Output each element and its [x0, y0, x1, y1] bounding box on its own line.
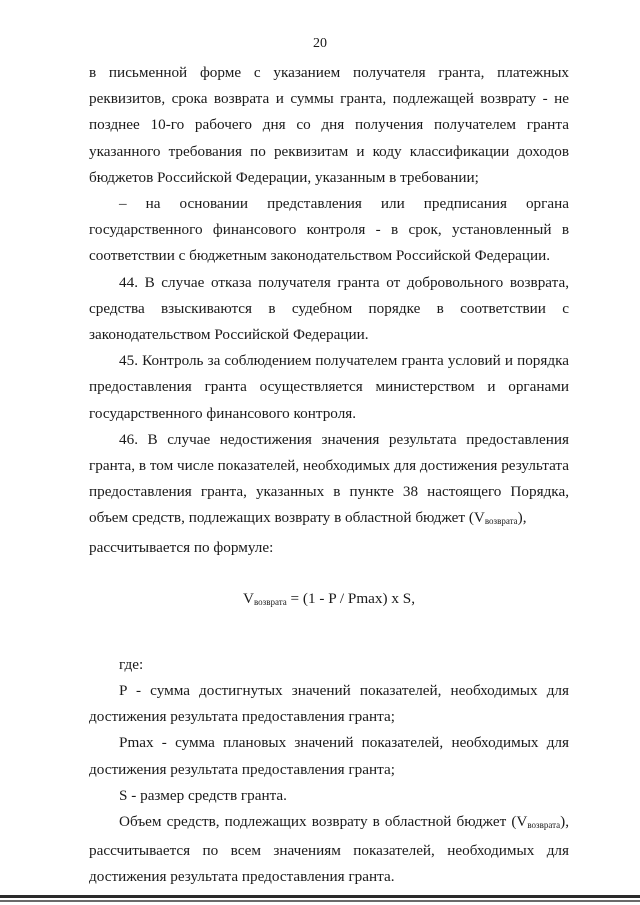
v-subscript: возврата: [484, 516, 518, 527]
paragraph-final-text: Объем средств, подлежащих возврату в областной бюджет (V: [119, 813, 528, 831]
paragraph-final-end: ), рассчитывается по всем значениям показателей, необходимых для достижения результата предоставления гранта.: [89, 813, 569, 886]
paragraph-return-terms: в письменной форме с указанием получателя гранта, платежных реквизитов, срока возврата и суммы гранта, подлежащей возврату - не позднее 10-го рабочего дня со дня получения получателем гранта указанного требования по реквизитам и коду классификации доходов бюджетов Российской Федерации, указанным в требовании;: [89, 64, 569, 186]
definition-p: P - сумма достигнутых значений показателей, необходимых для достижения результата предоставления гранта;: [89, 682, 569, 726]
definition-pmax: Pmax - сумма плановых значений показателей, необходимых для достижения результата предоставления гранта;: [89, 734, 569, 778]
formula-subscript: возврата: [253, 596, 287, 607]
final-v-subscript: возврата: [527, 820, 561, 831]
scan-edge-shadow: [0, 900, 640, 902]
document-body: [89, 60, 569, 891]
paragraph-46-close: ),: [517, 509, 527, 527]
definition-s: S - размер средств гранта.: [119, 786, 287, 804]
paragraph-control-body: – на основании представления или предписания органа государственного финансового контроля - в срок, установленный в соответствии с бюджетным законодательством Российской Федерации.: [89, 195, 569, 265]
page-number: 20: [313, 36, 327, 51]
where-label: где:: [119, 655, 144, 673]
paragraph-44: 44. В случае отказа получателя гранта от добровольного возврата, средства взыскиваются в судебном порядке в соответствии с законодательством Российской Федерации.: [89, 273, 569, 344]
paragraph-46: [89, 427, 569, 561]
formula-v: V: [242, 589, 254, 607]
paragraph-final: [89, 809, 569, 891]
scan-edge-line: [0, 895, 640, 898]
paragraph-45: 45. Контроль за соблюдением получателем гранта условий и порядка предоставления гранта осуществляется министерством и органами государственного финансового контроля.: [89, 352, 569, 422]
formula: [89, 574, 569, 638]
paragraph-46-tail: рассчитывается по формуле:: [89, 538, 274, 556]
formula-expression: = (1 - P / Pmax) x S,: [286, 589, 415, 607]
paragraph-46-text: 46. В случае недостижения значения результата предоставления гранта, в том числе показателей, необходимых для достижения результата предоставления гранта, указанных в пункте 38 настоящего Порядка, объем средств, подлежащих возврату в областной бюджет (V: [89, 430, 569, 527]
